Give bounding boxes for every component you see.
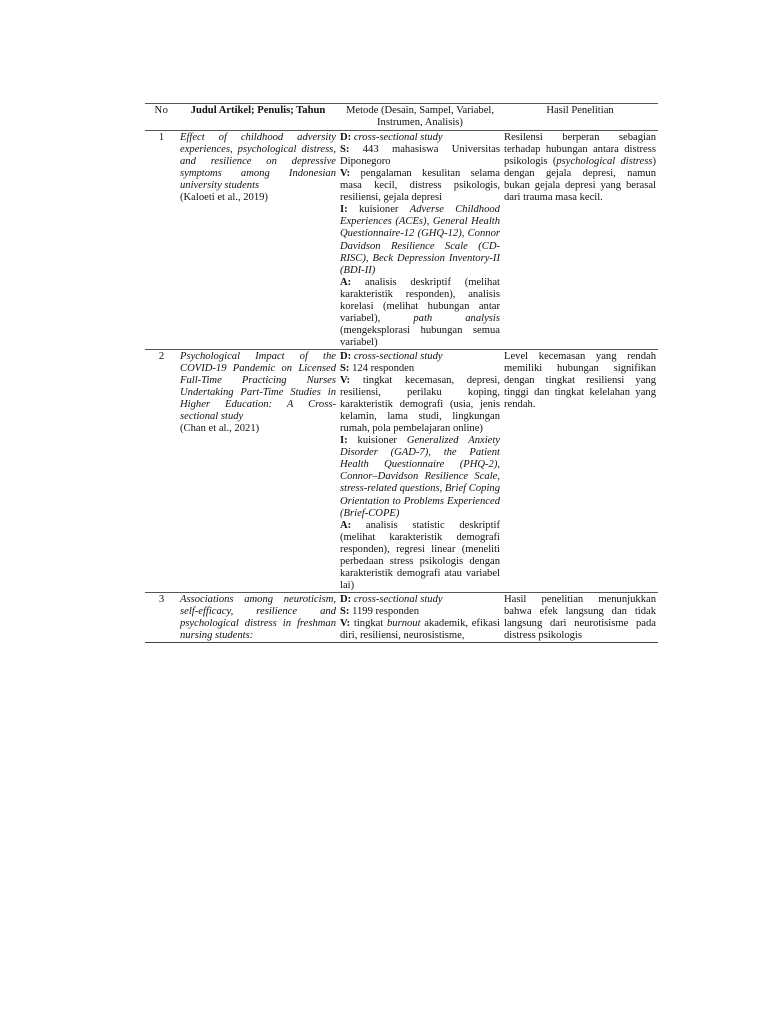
article-author: (Chan et al., 2021) [180, 423, 260, 435]
variable-label: V: [340, 617, 351, 629]
method-instrument [340, 435, 500, 519]
method-design [340, 132, 500, 144]
table-header-row [145, 104, 658, 131]
sample-label: S: [340, 362, 350, 374]
sample-label: S: [340, 605, 350, 617]
method-sample [340, 144, 500, 168]
article-title: Associations among neuroticism, self-efficacy, resilience and psychological distress in freshman nursing students: [180, 593, 336, 642]
row-number: 1 [145, 131, 178, 350]
method-design [340, 594, 500, 606]
variable-italic: burnout [387, 617, 421, 629]
sample-value: 443 mahasiswa Universitas Diponegoro [340, 144, 501, 168]
design-label: D: [340, 593, 352, 605]
design-value: cross-sectional study [353, 132, 443, 144]
header-title: Judul Artikel; Penulis; Tahun [178, 104, 338, 131]
variable-label: V: [340, 375, 351, 387]
variable-value: tingkat kecemasan, depresi, resiliensi, perilaku koping, karakteristik demografi (usia, jenis kelamin, lama studi, lingkungan rumah, pola pembelajaran online) [340, 375, 500, 435]
design-label: D: [340, 350, 352, 362]
sample-value: 124 responden [352, 362, 415, 374]
method-cell [338, 592, 502, 642]
row-number: 2 [145, 349, 178, 592]
method-variable [340, 618, 500, 642]
method-cell [338, 131, 502, 350]
header-no: No [145, 104, 178, 131]
result-cell [502, 349, 658, 592]
table-row [145, 592, 658, 642]
method-design [340, 351, 500, 363]
sample-value: 1199 responden [352, 605, 420, 617]
method-sample [340, 606, 500, 618]
instrument-value: Generalized Anxiety Disorder (GAD-7), the Patient Health Questionnaire (PHQ-2), Connor–Davidson Resilience Scale, stress-related questions, Brief Coping Orientation to Problems Experienced (Brief-COPE) [340, 435, 501, 519]
variable-label: V: [340, 168, 351, 180]
header-result: Hasil Penelitian [502, 104, 658, 131]
method-sample [340, 363, 500, 375]
analysis-value: analisis deskriptif (melihat karakteristik responden), analisis korelasi (melihat hubungan antar variabel), [340, 276, 500, 324]
method-variable [340, 375, 500, 435]
instrument-prefix: kuisioner [359, 204, 399, 216]
analysis-post: (mengeksplorasi hubungan semua variabel) [340, 324, 500, 348]
row-number: 3 [145, 592, 178, 642]
method-variable [340, 168, 500, 204]
design-value: cross-sectional study [353, 593, 443, 605]
result-text: Level kecemasan yang rendah memiliki hubungan signifikan dengan tingkat resiliensi yang tinggi dan tingkat kelelahan yang rendah. [504, 350, 656, 411]
instrument-label: I: [340, 204, 348, 216]
sample-label: S: [340, 144, 350, 156]
variable-post: akademik, efikasi diri, resiliensi, neurosistisme, [340, 617, 500, 642]
result-italic: psychological distress [556, 156, 653, 168]
table-row [145, 131, 658, 350]
design-value: cross-sectional study [353, 350, 443, 362]
table-row [145, 349, 658, 592]
design-label: D: [340, 132, 352, 144]
variable-prefix: tingkat [353, 617, 384, 629]
result-post: ) dengan gejala depresi, namun bukan gejala depresi yang berasal dari trauma masa kecil. [504, 156, 656, 204]
result-cell [502, 131, 658, 350]
analysis-label: A: [340, 519, 352, 531]
result-text: Hasil penelitian menunjukkan bahwa efek langsung dan tidak langsung dari neurotisisme pada distress psikologis [504, 593, 656, 642]
article-cell [178, 131, 338, 350]
article-title: Psychological Impact of the COVID-19 Pandemic on Licensed Full-Time Practicing Nurses Undertaking Part-Time Studies in Higher Education: A Cross-sectional study [180, 350, 336, 423]
variable-value: pengalaman kesulitan selama masa kecil, distress psikologis, resiliensi, gejala depresi [340, 168, 500, 204]
instrument-value: Adverse Childhood Experiences (ACEs), General Health Questionnaire-12 (GHQ-12), Connor Davidson Resilience Scale (CD-RISC), Beck Depression Inventory-II (BDI-II) [340, 204, 500, 276]
header-method: Metode (Desain, Sampel, Variabel, Instrumen, Analisis) [338, 104, 502, 131]
instrument-label: I: [340, 435, 348, 447]
analysis-value: analisis statistic deskriptif (melihat karakteristik demografi responden), regresi linear (meneliti perbedaan stress psikologis dengan karakteristik demografi atau variabel lai) [340, 519, 500, 591]
analysis-label: A: [340, 276, 352, 288]
literature-table [145, 103, 658, 643]
result-cell [502, 592, 658, 642]
article-title: Effect of childhood adversity experiences, psychological distress, and resilience on depressive symptoms among Indonesian university students [180, 132, 336, 192]
result-text: Resilensi berperan sebagian terhadap hubungan antara distress psikologis ( [504, 132, 656, 168]
method-cell [338, 349, 502, 592]
analysis-italic: path analysis [413, 312, 500, 324]
method-instrument [340, 204, 500, 276]
article-cell [178, 349, 338, 592]
article-author: (Kaloeti et al., 2019) [180, 192, 268, 204]
method-analysis [340, 520, 500, 592]
article-cell [178, 592, 338, 642]
instrument-prefix: kuisioner [357, 435, 397, 447]
method-analysis [340, 277, 500, 349]
